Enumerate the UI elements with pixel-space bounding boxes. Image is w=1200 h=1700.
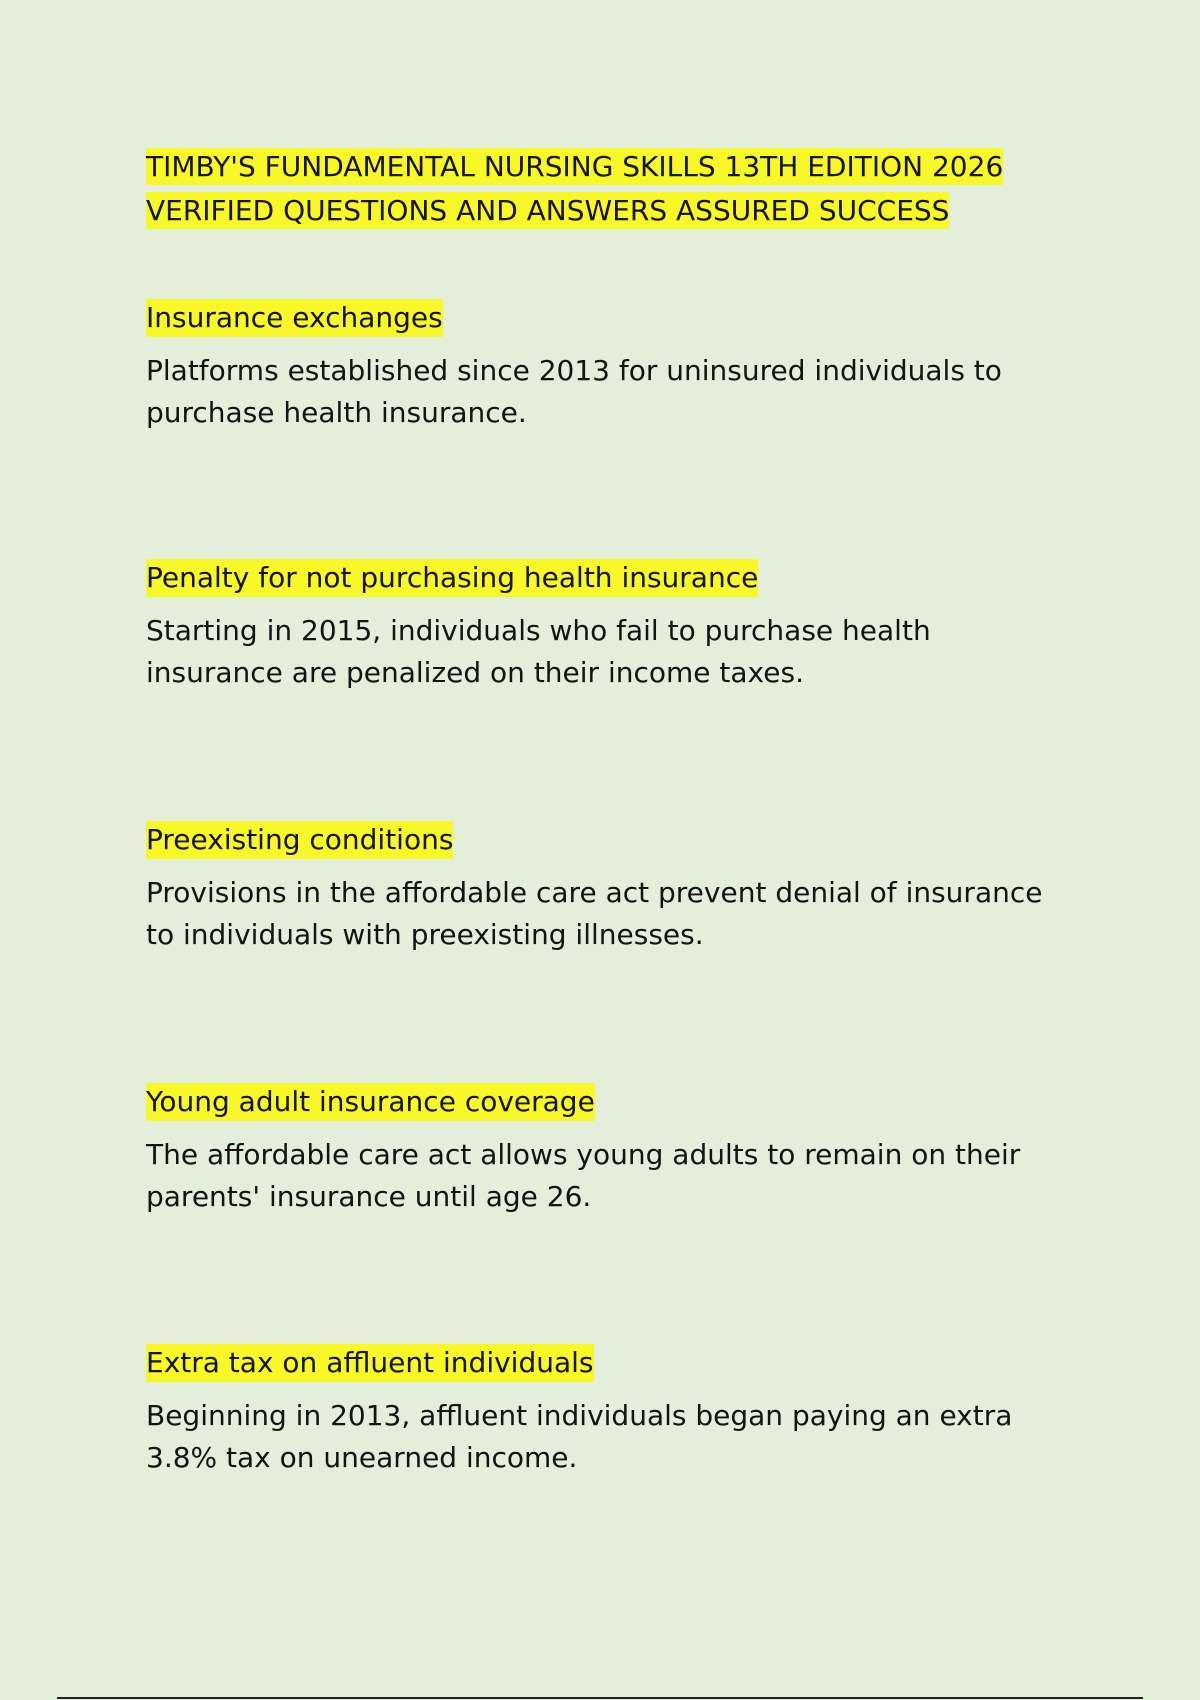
qa-entry-extra-tax [146, 1343, 1076, 1479]
term-heading [146, 1343, 1076, 1383]
document-title [146, 145, 1076, 233]
term-text: Young adult insurance coverage [146, 1083, 595, 1121]
term-heading [146, 298, 1076, 338]
term-heading [146, 1082, 1076, 1122]
qa-entry-young-adult-coverage [146, 1082, 1076, 1218]
answer-text: Platforms established since 2013 for uninsured individuals to purchase health insurance. [146, 354, 1002, 429]
qa-entry-penalty [146, 558, 1076, 694]
term-text: Penalty for not purchasing health insurance [146, 559, 758, 597]
qa-entry-insurance-exchanges [146, 298, 1076, 434]
term-text: Insurance exchanges [146, 299, 443, 337]
answer-text: Beginning in 2013, affluent individuals began paying an extra 3.8% tax on unearned income. [146, 1399, 1013, 1474]
qa-entry-preexisting-conditions [146, 820, 1076, 956]
document-title-text: TIMBY'S FUNDAMENTAL NURSING SKILLS 13TH EDITION 2026 VERIFIED QUESTIONS AND ANSWERS ASSURED SUCCESS [146, 150, 1004, 227]
term-text: Extra tax on affluent individuals [146, 1344, 594, 1382]
term-heading [146, 820, 1076, 860]
answer-text: Starting in 2015, individuals who fail to purchase health insurance are penalized on their income taxes. [146, 614, 931, 689]
footer-divider [57, 1697, 1143, 1699]
term-heading [146, 558, 1076, 598]
term-text: Preexisting conditions [146, 821, 453, 859]
answer-text: The affordable care act allows young adults to remain on their parents' insurance until age 26. [146, 1138, 1021, 1213]
answer-text: Provisions in the affordable care act prevent denial of insurance to individuals with preexisting illnesses. [146, 876, 1043, 951]
